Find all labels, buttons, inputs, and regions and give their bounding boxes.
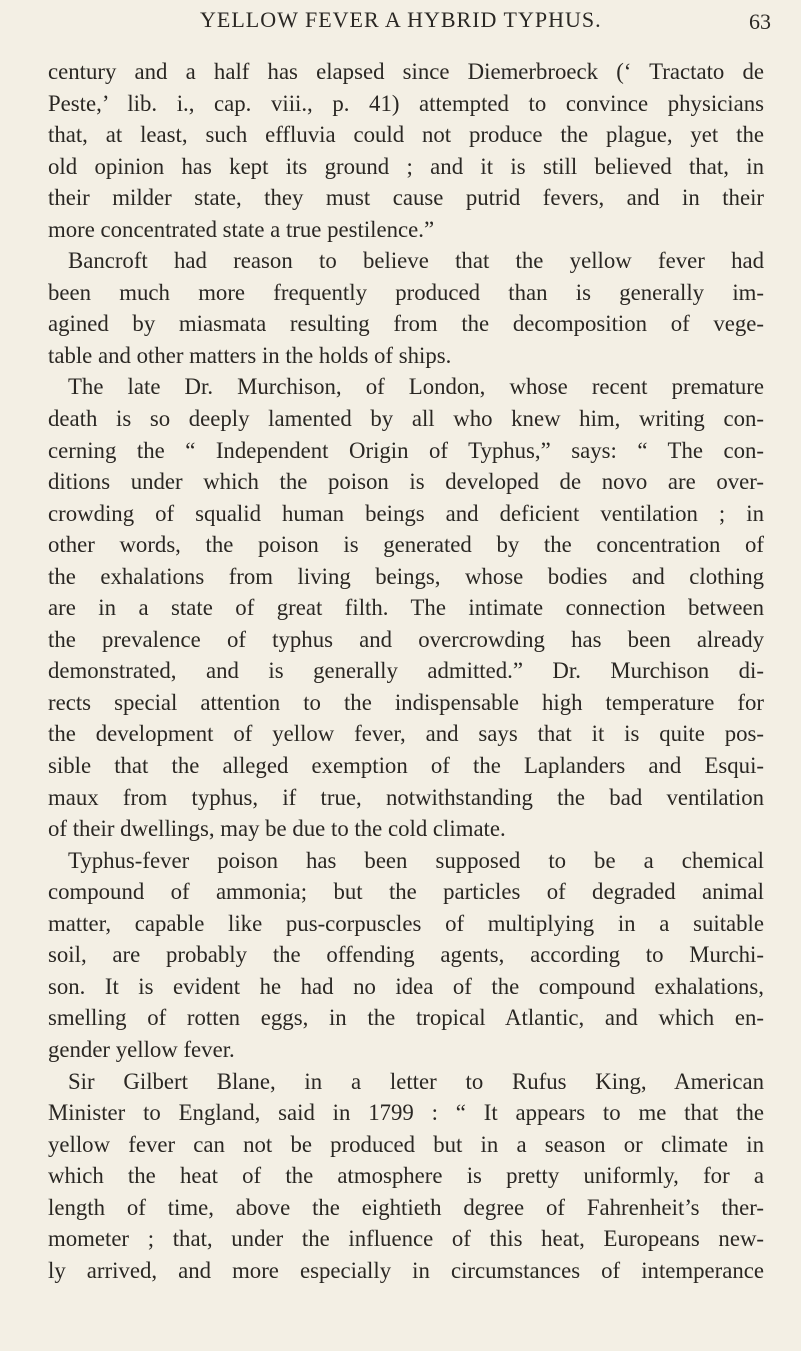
text-line: ly arrived, and more especially in circumstances of intemperance [48,1257,764,1283]
text-line: rects special attention to the indispensable high temperature for [48,689,764,715]
text-line: smelling of rotten eggs, in the tropical Atlantic, and which en- [48,1005,764,1031]
text-line: cerning the “ Independent Origin of Typhus,” says: “ The con- [48,437,764,463]
text-line: length of time, above the eightieth degree of Fahrenheit’s ther- [48,1194,764,1220]
text-line: crowding of squalid human beings and deficient ventilation ; in [48,500,764,526]
text-line: demonstrated, and is generally admitted.” Dr. Murchison di- [48,658,764,684]
running-head: YELLOW FEVER A HYBRID TYPHUS. [200,7,602,32]
text-line: gender yellow fever. [48,1036,235,1062]
text-line: maux from typhus, if true, notwithstanding the bad ventilation [48,784,764,810]
text-line: the development of yellow fever, and says that it is quite pos- [48,721,764,747]
text-line: century and a half has elapsed since Diemerbroeck (‘ Tractato de [48,59,764,84]
text-line: ditions under which the poison is developed de novo are over- [48,469,764,495]
text-line: which the heat of the atmosphere is pretty uniformly, for a [48,1163,764,1189]
text-line: yellow fever can not be produced but in a season or climate in [48,1131,764,1157]
text-line: matter, capable like pus-corpuscles of multiplying in a suitable [48,910,764,936]
text-line: other words, the poison is generated by the concentration of [48,532,764,558]
text-line: the prevalence of typhus and overcrowding has been already [48,626,764,652]
text-line: agined by miasmata resulting from the decomposition of vege- [48,311,764,337]
text-line: been much more frequently produced than is generally im- [48,279,764,305]
text-line: the exhalations from living beings, whose bodies and clothing [48,563,764,589]
text-line: compound of ammonia; but the particles of degraded animal [48,879,764,905]
text-line: table and other matters in the holds of ships. [48,342,452,368]
text-line: old opinion has kept its ground ; and it is still believed that, in [48,153,764,179]
text-line: The late Dr. Murchison, of London, whose recent premature [68,374,764,400]
text-line: Minister to England, said in 1799 : “ It appears to me that the [48,1100,764,1126]
text-line: son. It is evident he had no idea of the compound exhalations, [48,973,764,999]
text-line: sible that the alleged exemption of the Laplanders and Esqui- [48,753,764,779]
text-line: death is so deeply lamented by all who knew him, writing con- [48,406,764,432]
text-line: their milder state, they must cause putrid fevers, and in their [48,185,764,211]
body-text [48,56,764,1286]
text-line: Sir Gilbert Blane, in a letter to Rufus King, American [68,1068,764,1094]
text-line: of their dwellings, may be due to the cold climate. [48,816,506,842]
text-line: are in a state of great filth. The intimate connection between [48,595,764,621]
text-line: that, at least, such effluvia could not produce the plague, yet the [48,122,764,148]
text-line: Peste,’ lib. i., cap. viii., p. 41) attempted to convince physicians [48,90,764,116]
text-line: Typhus-fever poison has been supposed to be a chemical [68,847,764,873]
text-line: Bancroft had reason to believe that the yellow fever had [68,248,764,274]
text-line: more concentrated state a true pestilence.” [48,216,435,242]
page-number: 63 [749,9,771,34]
text-line: soil, are probably the offending agents, according to Murchi- [48,942,764,968]
text-line: mometer ; that, under the influence of this heat, Europeans new- [48,1226,764,1252]
